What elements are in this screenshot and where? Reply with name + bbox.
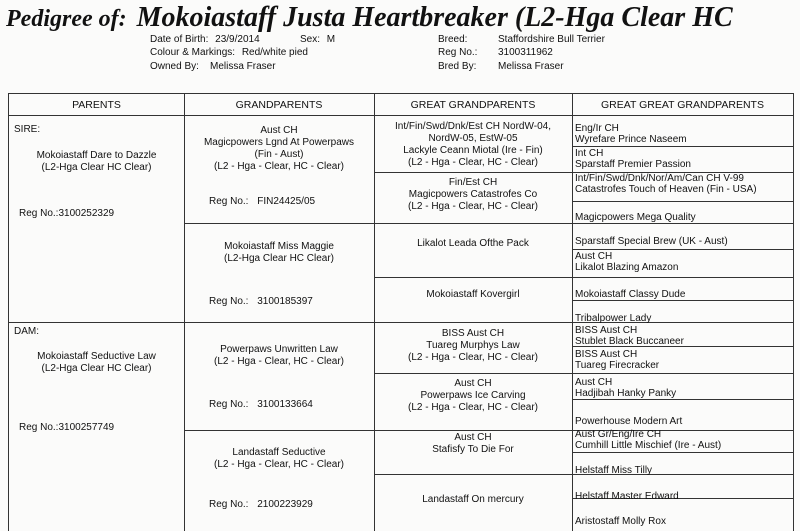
dob-row [150, 34, 260, 45]
ggg-cell [572, 415, 793, 427]
owner-value: Melissa Fraser [210, 61, 276, 72]
row-divider [374, 277, 793, 278]
colour-row [150, 47, 308, 58]
reg-label: Reg No.: [209, 196, 249, 207]
reg-number: 3100185397 [257, 296, 313, 307]
gg-line: Stafisfy To Die For [432, 444, 514, 455]
header-parents: PARENTS [9, 94, 184, 116]
ggg-title: Int/Fin/Swd/Dnk/Nor/Am/Can CH V-99 [575, 173, 744, 184]
gg-line: (L2 - Hga - Clear, HC - Clear) [407, 157, 539, 168]
gg-line: Aust CH [454, 378, 492, 389]
gg-line: Fin/Est CH [448, 177, 498, 188]
great-grandparent-cell [374, 428, 572, 456]
pedigree-table [8, 93, 794, 531]
sire-status: (L2-Hga Clear HC Clear) [41, 162, 152, 173]
row-divider [572, 452, 793, 453]
ggg-name: Helstaff Miss Tilly [575, 465, 653, 476]
ggg-cell [572, 464, 793, 476]
grandparent-reg [209, 196, 315, 208]
bred-label: Bred By: [438, 61, 477, 72]
ggg-cell [572, 312, 793, 324]
row-divider [572, 399, 793, 400]
grandparent-name: Mokoiastaff Miss Maggie [224, 241, 334, 252]
ggg-cell [572, 288, 793, 300]
sire-cell [9, 118, 184, 318]
gg-line: (L2 - Hga - Clear, HC - Clear) [407, 402, 539, 413]
ggg-title: Aust Gr/Eng/Ire CH [575, 429, 662, 440]
page-title [6, 2, 733, 34]
dob-value: 23/9/2014 [215, 34, 260, 45]
gg-line: Lackyle Ceann Miotal (Ire - Fin) [403, 145, 543, 156]
header-grandparents: GRANDPARENTS [184, 94, 374, 116]
sex-label: Sex: [300, 34, 321, 45]
ggg-cell [572, 235, 793, 247]
ggg-cell [572, 122, 793, 145]
great-grandparent-cell [374, 494, 572, 506]
reg-label: Reg No.: [209, 499, 249, 510]
dam-cell [9, 324, 184, 524]
ggg-name: Wyrefare Prince Naseem [575, 134, 687, 145]
ggg-name: Stublet Black Buccaneer [575, 336, 684, 347]
gg-line: Likalot Leada Ofthe Pack [417, 238, 529, 249]
row-divider [572, 300, 793, 301]
breed-label: Breed: [438, 34, 468, 45]
gg-line: Tuareg Murphys Law [426, 340, 520, 351]
ggg-name: Aristostaff Molly Rox [575, 516, 666, 527]
grandparent-name: Landastaff Seductive [232, 447, 326, 458]
breeder-value: Melissa Fraser [498, 61, 564, 72]
reg-value: 3100311962 [498, 47, 553, 58]
colour-value: Red/white pied [241, 47, 308, 58]
grandparent-status: (L2 - Hga - Clear, HC - Clear) [213, 356, 345, 367]
reg-number: 2100223929 [257, 499, 313, 510]
gg-line: Landastaff On mercury [422, 494, 524, 505]
ggg-cell [572, 147, 793, 170]
great-grandparent-cell [374, 117, 572, 172]
grandparent-status: (L2 - Hga - Clear, HC - Clear) [213, 459, 345, 470]
grandparent-cell [184, 431, 374, 531]
ggg-cell [572, 172, 793, 195]
reg-number: FIN24425/05 [257, 196, 316, 207]
pedigree-label: Pedigree of: [6, 6, 127, 32]
great-grandparent-cell [374, 238, 572, 250]
reg-row [438, 47, 553, 58]
grandparent-cell [184, 224, 374, 329]
great-grandparent-cell [374, 289, 572, 301]
great-grandparent-cell [374, 324, 572, 364]
sire-role: SIRE: [14, 124, 41, 135]
gg-line: Int/Fin/Swd/Dnk/Est CH NordW-04, [395, 121, 551, 132]
grandparent-cell [184, 117, 374, 222]
dob-label: Date of Birth: [150, 34, 209, 45]
great-grandparent-cell [374, 374, 572, 414]
owned-label: Owned By: [150, 61, 199, 72]
ggg-title: Aust CH [575, 251, 613, 262]
colour-label: Colour & Markings: [150, 47, 236, 58]
ggg-cell [572, 515, 793, 527]
gg-line: BISS Aust CH [441, 328, 505, 339]
bred-row [438, 61, 564, 72]
grandparent-status: (L2 - Hga - Clear, HC - Clear) [213, 161, 345, 172]
gg-line: NordW-05, EstW-05 [428, 133, 518, 144]
gg-line: Mokoiastaff Kovergirl [426, 289, 520, 300]
ggg-name: Powerhouse Modern Art [575, 416, 683, 427]
ggg-name: Likalot Blazing Amazon [575, 262, 679, 273]
ggg-cell [572, 490, 793, 502]
sire-reg: Reg No.:3100252329 [19, 208, 115, 219]
breed-row [438, 34, 605, 45]
row-divider [572, 201, 793, 202]
ggg-name: Mokoiastaff Classy Dude [575, 289, 686, 300]
dam-reg: Reg No.:3100257749 [19, 422, 115, 433]
great-grandparent-cell [374, 173, 572, 223]
gg-line: (L2 - Hga - Clear, HC - Clear) [407, 201, 539, 212]
ggg-name: Cumhill Little Mischief (Ire - Aust) [575, 440, 722, 451]
grandparent-reg [209, 399, 313, 411]
sex-value: M [326, 34, 336, 45]
dam-name: Mokoiastaff Seductive Law [37, 351, 156, 362]
reg-label: Reg No.: [209, 296, 249, 307]
sex-row [300, 34, 335, 45]
header-great-grandparents: GREAT GRANDPARENTS [374, 94, 572, 116]
dam-role: DAM: [14, 326, 39, 337]
ggg-cell [572, 211, 793, 223]
grandparent-extra: (Fin - Aust) [254, 149, 304, 160]
ggg-name: Sparstaff Special Brew (UK - Aust) [575, 236, 728, 247]
ggg-name: Sparstaff Premier Passion [575, 159, 691, 170]
grandparent-status: (L2-Hga Clear HC Clear) [223, 253, 335, 264]
sire-name: Mokoiastaff Dare to Dazzle [36, 150, 157, 161]
breed-value: Staffordshire Bull Terrier [498, 34, 605, 45]
grandparent-cell [184, 324, 374, 429]
ggg-title: BISS Aust CH [575, 325, 638, 336]
reg-number: 3100133664 [257, 399, 313, 410]
dam-status: (L2-Hga Clear HC Clear) [41, 363, 152, 374]
ggg-cell [572, 348, 793, 371]
ggg-name: Helstaff Master Edward [575, 491, 679, 502]
grandparent-name: Magicpowers Lgnd At Powerpaws [203, 137, 355, 148]
ggg-cell [572, 250, 793, 273]
gg-line: Aust CH [454, 432, 492, 443]
ggg-title: Int CH [575, 148, 604, 159]
grandparent-reg [209, 296, 313, 308]
ggg-name: Magicpowers Mega Quality [575, 212, 696, 223]
dog-name: Mokoiastaff Justa Heartbreaker (L2-Hga Clear HC [136, 2, 733, 33]
ggg-cell [572, 428, 793, 451]
gg-line: Magicpowers Catastrofes Co [408, 189, 538, 200]
ggg-name: Hadjibah Hanky Panky [575, 388, 677, 399]
reg-label: Reg No.: [438, 47, 478, 58]
owner-row [150, 61, 276, 72]
ggg-cell [572, 376, 793, 399]
ggg-cell [572, 324, 793, 347]
grandparent-title: Aust CH [260, 125, 298, 136]
header-great-great-grandparents: GREAT GREAT GRANDPARENTS [572, 94, 793, 116]
grandparent-name: Powerpaws Unwritten Law [220, 344, 338, 355]
ggg-name: Catastrofes Touch of Heaven (Fin - USA) [575, 184, 757, 195]
grandparent-reg [209, 499, 313, 511]
ggg-title: Aust CH [575, 377, 613, 388]
ggg-name: Tribalpower Lady [575, 313, 652, 324]
ggg-title: BISS Aust CH [575, 349, 638, 360]
gg-line: Powerpaws Ice Carving [420, 390, 526, 401]
ggg-name: Tuareg Firecracker [575, 360, 660, 371]
reg-label: Reg No.: [209, 399, 249, 410]
ggg-title: Eng/Ir CH [575, 123, 619, 134]
gg-line: (L2 - Hga - Clear, HC - Clear) [407, 352, 539, 363]
